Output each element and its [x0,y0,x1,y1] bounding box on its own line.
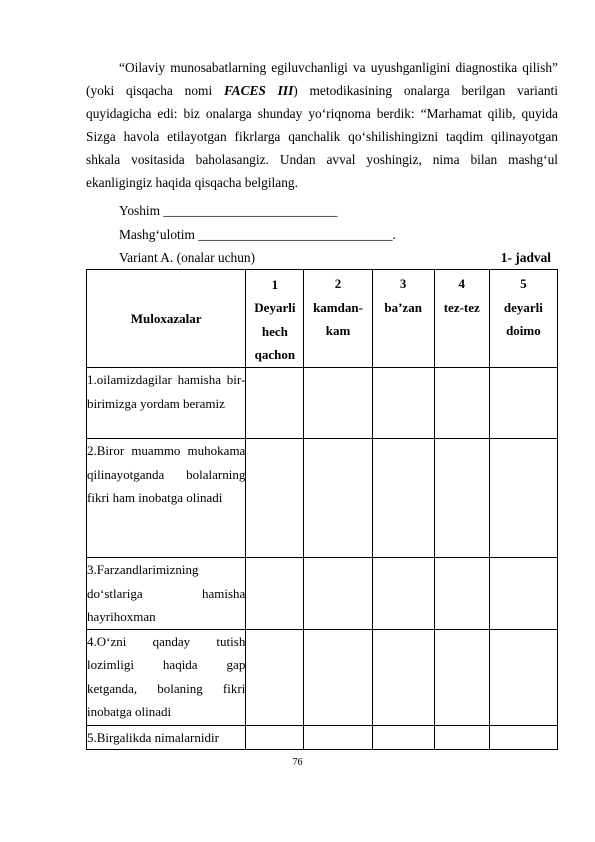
header-col-2: 2 kamdan-kam [304,270,372,368]
answer-cell[interactable] [304,558,372,630]
answer-cell[interactable] [304,725,372,750]
intro-paragraph [86,56,558,195]
occupation-field: Mashg‘ulotim _____________________________. [119,227,396,242]
answer-cell[interactable] [246,368,304,439]
answer-cell[interactable] [304,368,372,439]
table-row [87,368,558,439]
answer-cell[interactable] [434,629,489,725]
answer-cell[interactable] [372,725,434,750]
answer-cell[interactable] [372,629,434,725]
statement-cell: 4.O‘zni qanday tutish lozimligi haqida gap ketganda, bolaning fikri inobatga olinadi [87,629,246,725]
header-col-4: 4 tez-tez [434,270,489,368]
intro-text-after: ) metodikasining onalarga berilgan varianti quyidagicha edi: biz onalarga shunday yo‘riqnoma berdik: “Marhamat qilib, quyida Sizga havola etilayotgan fikrlarga qanchalik qo‘shilishingizni taqdim qilinayotgan shkala vositasida baholasangiz. Undan avval yoshingiz, nima bilan mashg‘ul ekanligingiz haqida qisqacha belgilang. [86,83,558,191]
table-row [87,558,558,630]
statement-cell: 3.Farzandlarimizning do‘stlariga hamisha hayrihoxman [87,558,246,630]
table-row [87,439,558,558]
header-statements: Muloxazalar [87,270,246,368]
answer-cell[interactable] [372,558,434,630]
table-label: 1- jadval [500,250,551,265]
answer-cell[interactable] [246,558,304,630]
statement-cell: 1.oilamizdagilar hamisha bir-birimizga yordam beramiz [87,368,246,439]
age-field: Yoshim __________________________ [119,203,338,218]
answer-cell[interactable] [304,439,372,558]
header-col-5: 5 deyarli doimo [489,270,557,368]
intro-text-before: “Oilaviy munosabatlarning egiluvchanligi va uyushganligini diagnostika qilish” (yoki qisqacha nomi [86,60,558,99]
header-col-1: 1 Deyarli hech qachon [246,270,304,368]
answer-cell[interactable] [489,725,557,750]
answer-cell[interactable] [304,629,372,725]
answer-cell[interactable] [434,368,489,439]
answer-cell[interactable] [372,439,434,558]
answer-cell[interactable] [489,558,557,630]
table-row [87,629,558,725]
answer-cell[interactable] [372,368,434,439]
answer-cell[interactable] [489,629,557,725]
answer-cell[interactable] [434,725,489,750]
answer-cell[interactable] [434,558,489,630]
answer-cell[interactable] [246,439,304,558]
answer-cell[interactable] [434,439,489,558]
variant-label: Variant A. (onalar uchun) [119,250,256,265]
answer-cell[interactable] [246,725,304,750]
survey-table [86,269,558,750]
answer-cell[interactable] [489,368,557,439]
table-row [87,725,558,750]
answer-cell[interactable] [489,439,557,558]
table-header-row [87,270,558,368]
method-name: FACES III [223,83,294,99]
page-number: 76 [292,757,303,768]
answer-cell[interactable] [246,629,304,725]
header-col-3: 3 ba’zan [372,270,434,368]
statement-cell: 5.Birgalikda nimalarnidir [87,725,246,750]
statement-cell: 2.Biror muammo muhokama qilinayotganda bolalarning fikri ham inobatga olinadi [87,439,246,558]
